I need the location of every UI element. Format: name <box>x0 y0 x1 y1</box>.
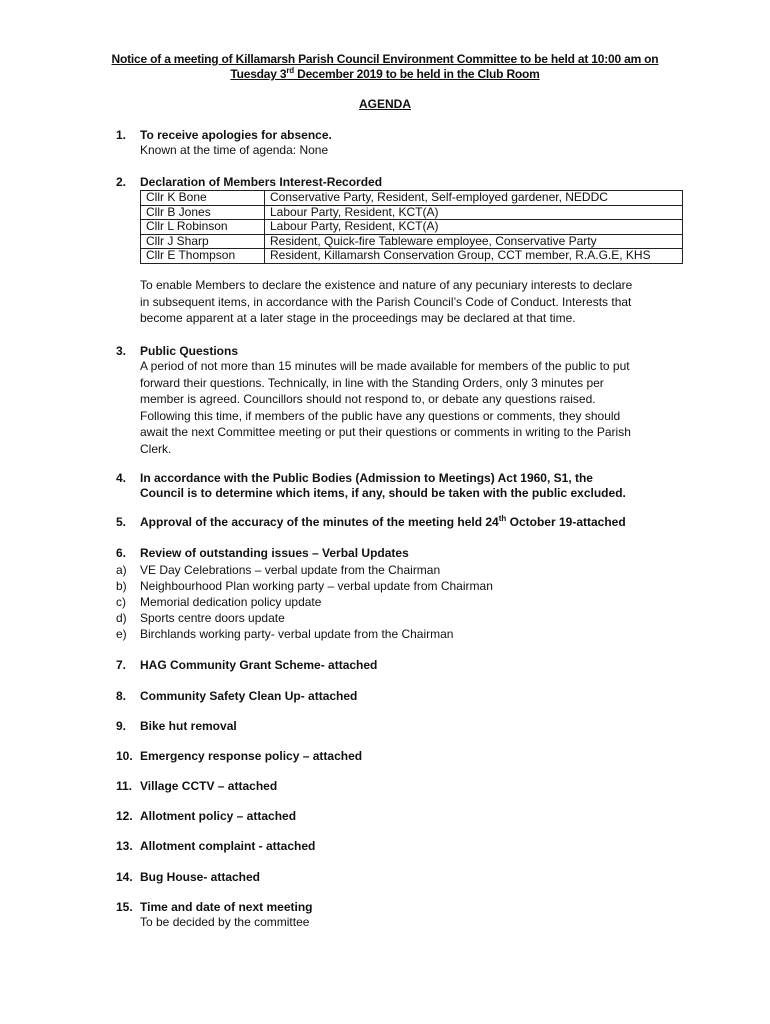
review-subitem <box>116 626 676 642</box>
item-title: Emergency response policy – attached <box>140 749 363 763</box>
subitem-letter: e) <box>116 627 127 641</box>
item-number: 11. <box>116 779 133 793</box>
item-title: HAG Community Grant Scheme- attached <box>140 658 378 672</box>
subitem-letter: a) <box>116 563 127 577</box>
member-name-cell: Cllr L Robinson <box>141 220 265 235</box>
item-number: 10. <box>116 749 133 763</box>
item-title-post: October 19-attached <box>506 515 626 529</box>
item-number: 15. <box>116 900 133 914</box>
subitem-letter: c) <box>116 595 126 609</box>
member-name-cell: Cllr E Thompson <box>141 249 265 264</box>
paragraph-line: become apparent at a later stage in the proceedings may be declared at that time. <box>140 311 576 325</box>
item-title: Community Safety Clean Up- attached <box>140 689 358 703</box>
subitem-letter: d) <box>116 611 127 625</box>
item-title-line-2: Council is to determine which items, if any, should be taken with the public excluded. <box>140 486 626 500</box>
item-title-line-1: In accordance with the Public Bodies (Admission to Meetings) Act 1960, S1, the <box>140 471 593 485</box>
item-title: To receive apologies for absence. <box>140 128 332 142</box>
item-title: Allotment complaint - attached <box>140 839 316 853</box>
notice-line-2 <box>100 67 670 82</box>
item-number: 14. <box>116 870 133 884</box>
paragraph-line: Clerk. <box>140 441 172 456</box>
item-number: 7. <box>116 658 127 672</box>
notice-line-1: Notice of a meeting of Killamarsh Parish Council Environment Committee to be held at 10:00 am on <box>111 52 659 66</box>
paragraph-line: in subsequent items, in accordance with the Parish Council’s Code of Conduct. Interests that <box>140 294 632 309</box>
review-subitem <box>116 562 676 578</box>
subitem-text: Memorial dedication policy update <box>140 595 322 609</box>
review-subitem <box>116 610 676 626</box>
member-interest-cell: Resident, Killamarsh Conservation Group, CCT member, R.A.G.E, KHS <box>265 249 683 264</box>
subitem-letter: b) <box>116 579 127 593</box>
item-title-pre: Approval of the accuracy of the minutes of the meeting held 24 <box>140 515 499 529</box>
item-title <box>140 515 690 530</box>
review-subitem <box>116 578 676 594</box>
item-number: 1. <box>116 128 127 142</box>
item-title: Review of outstanding issues – Verbal Updates <box>140 546 409 560</box>
interest-row <box>141 234 683 249</box>
members-interest-table <box>140 190 683 264</box>
notice-date-post: December 2019 to be held in the Club Room <box>293 67 540 81</box>
paragraph-line: A period of not more than 15 minutes will be made available for members of the public to put <box>140 359 630 373</box>
item-number: 6. <box>116 546 127 560</box>
interest-row <box>141 249 683 264</box>
review-subitem <box>116 594 676 610</box>
notice-date-pre: Tuesday 3 <box>230 67 287 81</box>
member-interest-cell: Conservative Party, Resident, Self-employed gardener, NEDDC <box>265 191 683 206</box>
item-number: 12. <box>116 809 133 823</box>
interest-row <box>141 191 683 206</box>
item-number: 13. <box>116 839 133 853</box>
item-number: 9. <box>116 719 127 733</box>
item-title-suffix: th <box>498 514 507 523</box>
paragraph-line: To enable Members to declare the existence and nature of any pecuniary interests to declare <box>140 278 633 292</box>
member-interest-cell: Labour Party, Resident, KCT(A) <box>265 205 683 220</box>
paragraph-line: member is agreed. Councillors should not respond to, or debate any questions raised. <box>140 392 596 406</box>
interest-row <box>141 205 683 220</box>
paragraph-line: Following this time, if members of the public have any questions or comments, they should <box>140 408 621 423</box>
item-title: Public Questions <box>140 344 239 358</box>
item-title: Bug House- attached <box>140 870 261 884</box>
item-title: Time and date of next meeting <box>140 900 313 914</box>
subitem-text: Sports centre doors update <box>140 611 285 625</box>
item-number: 5. <box>116 515 127 529</box>
item-title: Allotment policy – attached <box>140 809 297 823</box>
member-interest-cell: Resident, Quick-fire Tableware employee, Conservative Party <box>265 234 683 249</box>
member-name-cell: Cllr K Bone <box>141 191 265 206</box>
item-number: 4. <box>116 471 127 485</box>
member-name-cell: Cllr J Sharp <box>141 234 265 249</box>
subitem-text: Neighbourhood Plan working party – verbal update from Chairman <box>140 579 493 593</box>
paragraph-line: forward their questions. Technically, in line with the Standing Orders, only 3 minutes per <box>140 375 604 390</box>
interests-paragraph <box>140 277 685 327</box>
item-title: Bike hut removal <box>140 719 237 733</box>
paragraph-line: await the next Committee meeting or put their questions or comments in writing to the Parish <box>140 425 631 439</box>
item-text: Known at the time of agenda: None <box>140 143 329 157</box>
subitem-text: Birchlands working party- verbal update from the Chairman <box>140 627 454 641</box>
interest-row <box>141 220 683 235</box>
member-name-cell: Cllr B Jones <box>141 205 265 220</box>
item-number: 3. <box>116 344 127 358</box>
item-number: 2. <box>116 175 127 189</box>
notice-date-suffix: rd <box>286 66 294 75</box>
item-number: 8. <box>116 689 127 703</box>
item-text: To be decided by the committee <box>140 915 310 929</box>
agenda-heading: AGENDA <box>358 97 411 111</box>
meeting-notice-title <box>100 52 670 82</box>
subitem-text: VE Day Celebrations – verbal update from the Chairman <box>140 563 441 577</box>
public-questions-paragraph <box>140 358 685 457</box>
item-title: Village CCTV – attached <box>140 779 278 793</box>
member-interest-cell: Labour Party, Resident, KCT(A) <box>265 220 683 235</box>
item-title: Declaration of Members Interest-Recorded <box>140 175 383 189</box>
